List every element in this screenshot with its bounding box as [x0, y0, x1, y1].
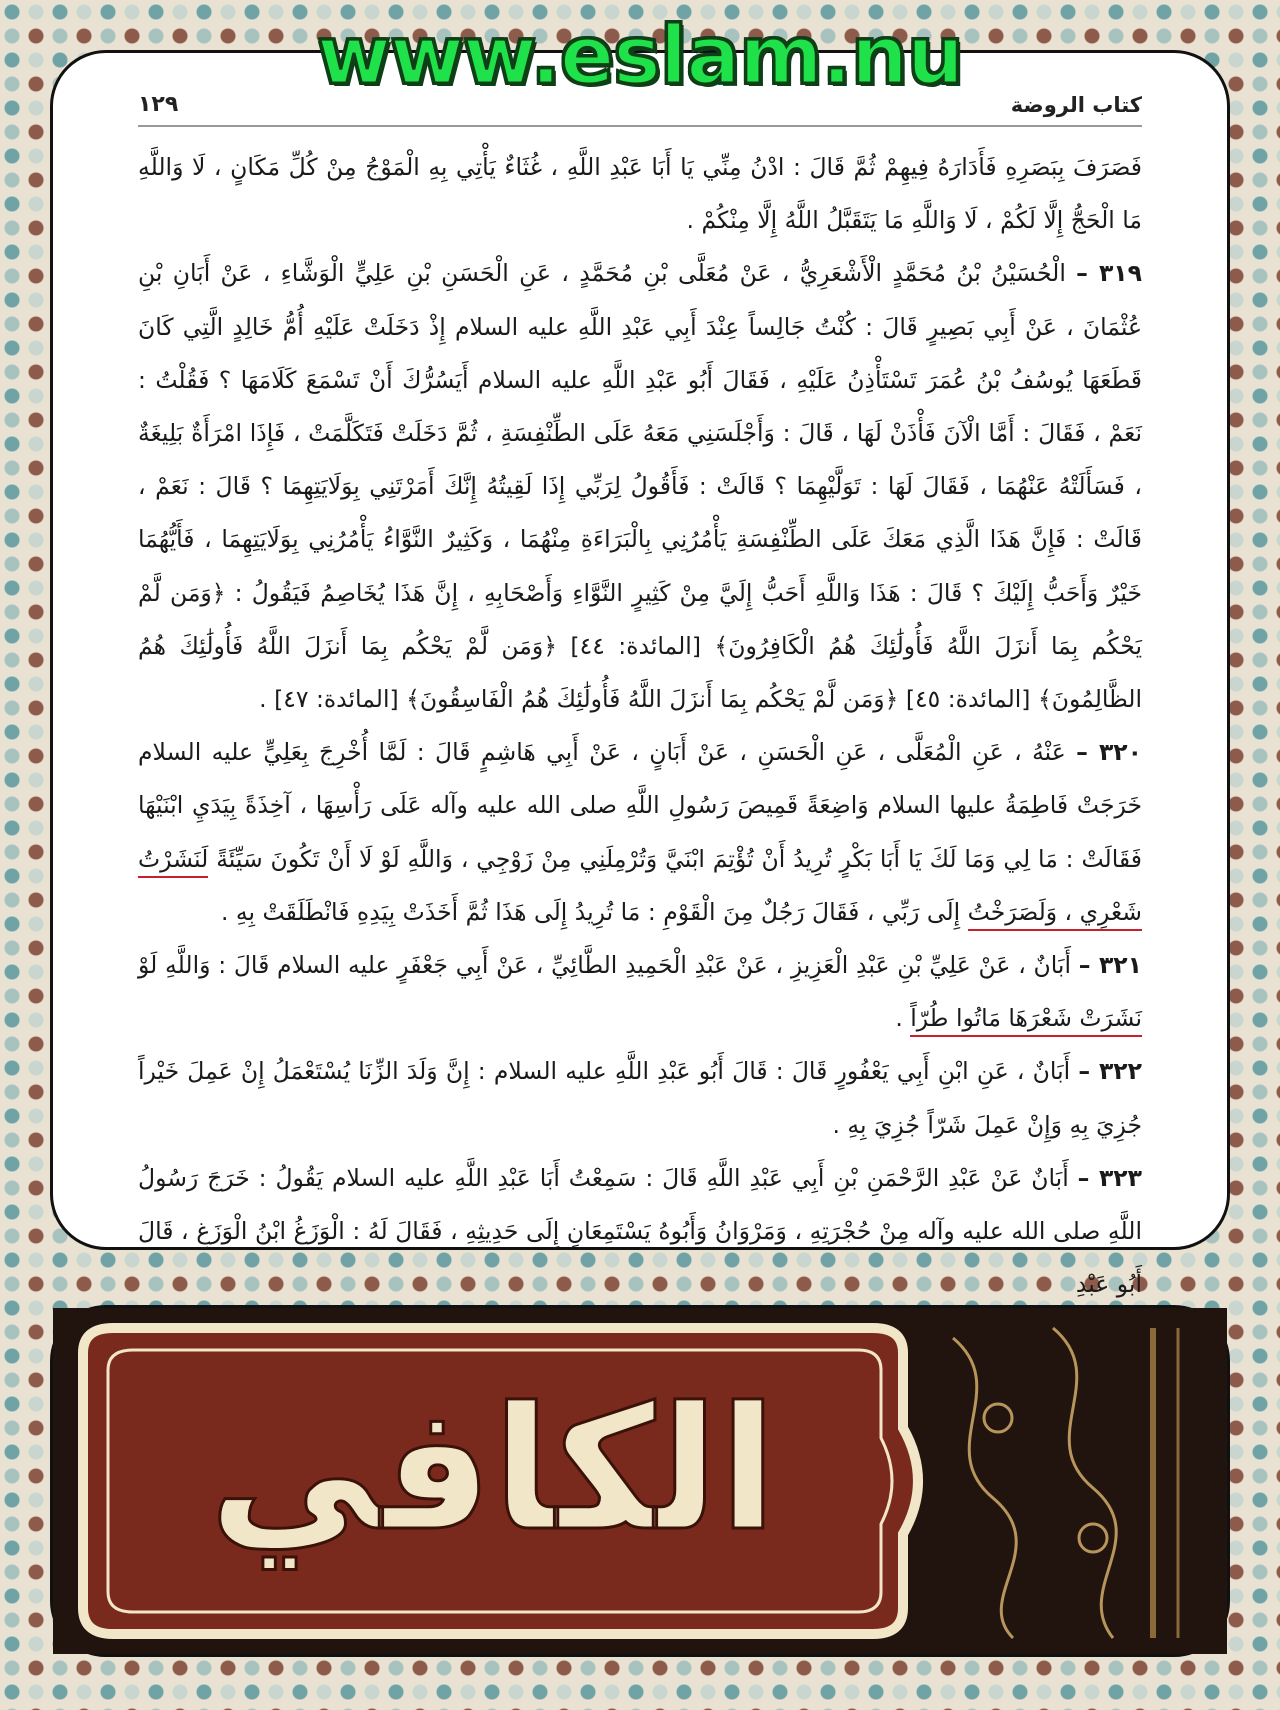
hadith-322 — [138, 1045, 1142, 1151]
hadith-number: ٣٢٢ – — [1078, 1057, 1142, 1086]
underlined-phrase: نَشَرَتْ شَعْرَهَا مَاتُوا طُرّاً — [910, 1004, 1142, 1037]
hadith-number: ٣٢٣ – — [1077, 1163, 1142, 1192]
page-number: ١٢٩ — [138, 92, 179, 117]
book-title: كتاب الروضة — [1010, 93, 1142, 117]
hadith-text-end: إِلَى رَبِّي ، فَقَالَ رَجُلٌ مِنَ الْقَوْمِ : مَا تُرِيدُ إِلَى هَذَا ثُمَّ أَخَذَتْ بِيَدِهِ فَانْطَلَقَتْ بِهِ . — [220, 897, 968, 926]
book-cover — [50, 1305, 1230, 1657]
page-body — [138, 141, 1142, 1311]
hadith-321 — [138, 939, 1142, 1045]
underlined-phrase: لَنَشَرْتُ شَعْرِي ، وَلَصَرَخْتُ — [138, 845, 1142, 931]
hadith-323 — [138, 1152, 1142, 1312]
hadith-text: عَنْهُ ، عَنِ الْمُعَلَّى ، عَنِ الْحَسَنِ ، عَنْ أَبَانٍ ، عَنْ أَبِي هَاشِمٍ قَالَ : لَمَّا أُخْرِجَ بِعَلِيٍّ عليه السلام خَرَجَتْ فَاطِمَةُ عليها السلام وَاضِعَةً قَمِيصَ رَسُولِ اللَّهِ صلى الله عليه وآله عَلَى رَأْسِهَا ، آخِذَةً بِيَدَيِ ابْنَيْهَا فَقَالَتْ : مَا لِي وَمَا لَكَ يَا أَبَا بَكْرٍ تُرِيدُ أَنْ تُؤْتِمَ ابْنَيَّ وَتُرْمِلَنِي مِنْ زَوْجِي ، وَاللَّهِ لَوْ لَا أَنْ تَكُونَ سَيِّئَةً — [138, 738, 1142, 873]
page-content — [138, 53, 1143, 1299]
hadith-text: أَبَانٌ ، عَنْ عَلِيِّ بْنِ عَبْدِ الْعَزِيزِ ، عَنْ عَبْدِ الْحَمِيدِ الطَّائِيِّ ، عَنْ أَبِي جَعْفَرٍ عليه السلام قَالَ : وَاللَّهِ لَوْ — [138, 951, 1071, 980]
watermark-url: www.eslam.nu — [317, 9, 963, 102]
paragraph-continuation — [138, 141, 1142, 247]
hadith-319 — [138, 247, 1142, 726]
watermark-banner — [0, 6, 1280, 106]
hadith-number: ٣١٩ – — [1076, 259, 1142, 288]
book-page — [50, 50, 1230, 1299]
hadith-320 — [138, 726, 1142, 939]
hadith-text: أَبَانٌ عَنْ عَبْدِ الرَّحْمَنِ بْنِ أَبِي عَبْدِ اللَّهِ قَالَ : سَمِعْتُ أَبَا عَبْدِ اللَّهِ عليه السلام يَقُولُ : خَرَجَ رَسُولُ اللَّهِ صلى الله عليه وآله مِنْ حُجْرَتِهِ ، وَمَرْوَانُ وَأَبُوهُ يَسْتَمِعَانِ إِلَى حَدِيثِهِ ، فَقَالَ لَهُ : الْوَزَغُ ابْنُ الْوَزَغِ ، قَالَ أَبُو عَبْدِ — [138, 1163, 1142, 1299]
cover-title: الكافي — [208, 1371, 778, 1569]
cover-art — [53, 1308, 1227, 1654]
hadith-text: الْحُسَيْنُ بْنُ مُحَمَّدٍ الْأَشْعَرِيُّ ، عَنْ مُعَلَّى بْنِ مُحَمَّدٍ ، عَنِ الْحَسَنِ بْنِ عَلِيٍّ الْوَشَّاءِ ، عَنْ أَبَانِ بْنِ عُثْمَانَ ، عَنْ أَبِي بَصِيرٍ قَالَ : كُنْتُ جَالِساً عِنْدَ أَبِي عَبْدِ اللَّهِ عليه السلام إِذْ دَخَلَتْ عَلَيْهِ أُمُّ خَالِدٍ الَّتِي كَانَ قَطَعَهَا يُوسُفُ بْنُ عُمَرَ تَسْتَأْذِنُ عَلَيْهِ ، فَقَالَ أَبُو عَبْدِ اللَّهِ عليه السلام أَيَسُرُّكَ أَنْ تَسْمَعَ كَلَامَهَا ؟ فَقُلْتُ : نَعَمْ ، فَقَالَ : أَمَّا الْآنَ فَأْذَنْ لَهَا ، قَالَ : وَأَجْلَسَنِي مَعَهُ عَلَى الطِّنْفِسَةِ ، ثُمَّ دَخَلَتْ فَتَكَلَّمَتْ ، فَإِذَا امْرَأَةٌ بَلِيغَةٌ ، فَسَأَلَتْهُ عَنْهُمَا ، فَقَالَ لَهَا : تَوَلَّيْهِمَا ؟ قَالَتْ : فَأَقُولُ لِرَبِّي إِذَا لَقِيتُهُ إِنَّكَ أَمَرْتَنِي بِوَلَايَتِهِمَا ؟ قَالَ : نَعَمْ ، قَالَتْ : فَإِنَّ هَذَا الَّذِي مَعَكَ عَلَى الطِّنْفِسَةِ يَأْمُرُنِي بِالْبَرَاءَةِ مِنْهُمَا ، وَكَثِيرٌ النَّوَّاءُ يَأْمُرُنِي بِوَلَايَتِهِمَا ، فَأَيُّهُمَا خَيْرٌ وَأَحَبُّ إِلَيْكَ ؟ قَالَ : هَذَا وَاللَّهِ أَحَبُّ إِلَيَّ مِنْ كَثِيرٍ النَّوَّاءِ وَأَصْحَابِهِ ، إِنَّ هَذَا يُخَاصِمُ فَيَقُولُ : ﴿وَمَن لَّمْ يَحْكُم بِمَا أَنزَلَ اللَّهُ فَأُولَٰئِكَ هُمُ الْكَافِرُونَ﴾ [المائدة: ٤٤] ﴿وَمَن لَّمْ يَحْكُم بِمَا أَنزَلَ اللَّهُ فَأُولَٰئِكَ هُمُ الظَّالِمُونَ﴾ [المائدة: ٤٥] ﴿وَمَن لَّمْ يَحْكُم بِمَا أَنزَلَ اللَّهُ فَأُولَٰئِكَ هُمُ الْفَاسِقُونَ﴾ [المائدة: ٤٧] . — [138, 259, 1143, 714]
hadith-text: أَبَانٌ ، عَنِ ابْنِ أَبِي يَعْفُورٍ قَالَ : قَالَ أَبُو عَبْدِ اللَّهِ عليه السلام : إِنَّ وَلَدَ الزِّنَا يُسْتَعْمَلُ إِنْ عَمِلَ خَيْراً جُزِيَ بِهِ وَإِنْ عَمِلَ شَرّاً جُزِيَ بِهِ . — [138, 1057, 1142, 1139]
hadith-text-end: . — [895, 1004, 911, 1033]
hadith-number: ٣٢١ – — [1078, 951, 1142, 980]
hadith-number: ٣٢٠ – — [1076, 738, 1142, 767]
paragraph-text: فَصَرَفَ بِبَصَرِهِ فَأَدَارَهُ فِيهِمْ ثُمَّ قَالَ : ادْنُ مِنِّي يَا أَبَا عَبْدِ اللَّهِ ، غُثَاءٌ يَأْتِي بِهِ الْمَوْجُ مِنْ كُلِّ مَكَانٍ ، لَا وَاللَّهِ مَا الْحَجُّ إِلَّا لَكُمْ ، لَا وَاللَّهِ مَا يَتَقَبَّلُ اللَّهُ إِلَّا مِنْكُمْ . — [138, 153, 1142, 235]
